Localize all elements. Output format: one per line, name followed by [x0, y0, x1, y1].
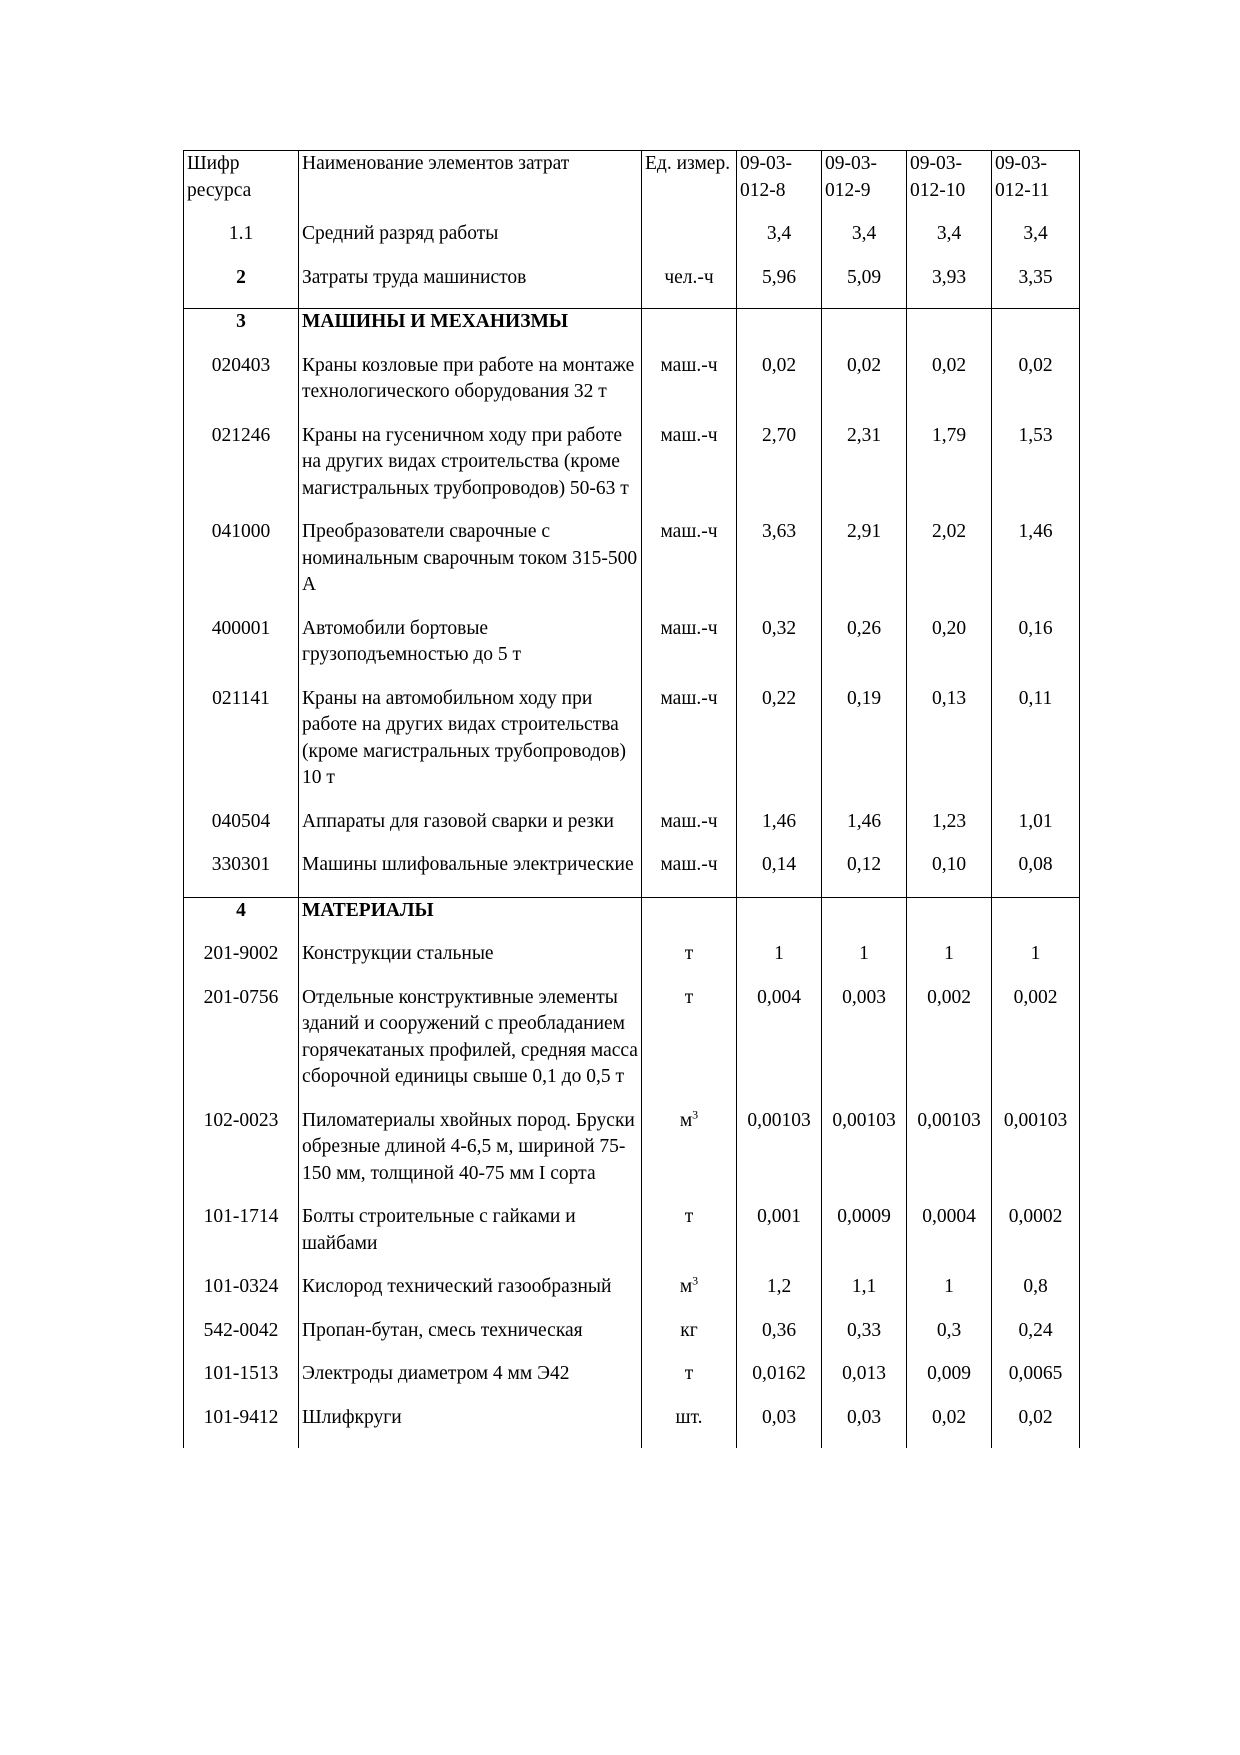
row-value-4: 0,16 [992, 616, 1080, 686]
row-code: 021141 [184, 686, 299, 809]
unit-text: чел.-ч [664, 266, 714, 288]
row-name: Отдельные конструктивные элементы зданий и сооружений с преобладанием горячекатаных профилей, средняя масса сборочной единицы свыше 0,1 до 0,5 т [299, 985, 642, 1108]
row-value-2: 3,4 [822, 221, 907, 265]
unit-text: м [679, 1276, 693, 1297]
row-value-1: 1 [737, 941, 822, 985]
row-unit [642, 221, 737, 265]
row-value-4: 3,4 [992, 221, 1080, 265]
row-value-3: 0,0004 [907, 1204, 992, 1274]
unit-text: маш.-ч [660, 424, 718, 446]
row-name: Пропан-бутан, смесь техническая [299, 1318, 642, 1362]
section-blank-cell [737, 897, 822, 941]
row-value-1: 5,96 [737, 265, 822, 309]
section-title: МАТЕРИАЛЫ [299, 897, 642, 941]
table-row [184, 1274, 1080, 1318]
header-col-1: 09-03-012-8 [737, 151, 822, 222]
row-value-1: 2,70 [737, 423, 822, 520]
table-row [184, 1361, 1080, 1405]
row-unit [642, 423, 737, 520]
unit-text: кг [680, 1319, 698, 1341]
row-value-1: 0,32 [737, 616, 822, 686]
table-row [184, 265, 1080, 309]
unit-superscript: 3 [692, 1107, 699, 1121]
unit-text: маш.-ч [660, 521, 718, 542]
row-value-1: 1,2 [737, 1274, 822, 1318]
row-name: Аппараты для газовой сварки и резки [299, 809, 642, 853]
row-unit [642, 265, 737, 309]
section-header-row [184, 897, 1080, 941]
unit-text: м [679, 1109, 693, 1131]
section-title: МАШИНЫ И МЕХАНИЗМЫ [299, 309, 642, 353]
row-code: 101-1714 [184, 1204, 299, 1274]
row-value-2: 2,31 [822, 423, 907, 520]
row-name: Краны на гусеничном ходу при работе на других видах строительства (кроме магистральных трубопроводов) 50-63 т [299, 423, 642, 520]
row-value-2: 0,03 [822, 1405, 907, 1449]
header-col-2: 09-03-012-9 [822, 151, 907, 222]
row-value-3: 0,13 [907, 686, 992, 809]
row-value-4: 1,46 [992, 519, 1080, 616]
row-unit [642, 852, 737, 897]
row-name: Автомобили бортовые грузоподъемностью до 5 т [299, 616, 642, 686]
unit-text: т [684, 1206, 694, 1227]
row-value-2: 0,26 [822, 616, 907, 686]
row-unit [642, 1361, 737, 1405]
section-blank-cell [992, 309, 1080, 353]
section-header-row [184, 309, 1080, 353]
row-value-4: 0,0002 [992, 1204, 1080, 1274]
row-code: 020403 [184, 353, 299, 423]
row-value-2: 0,02 [822, 353, 907, 423]
row-name: Средний разряд работы [299, 221, 642, 265]
row-value-3: 0,00103 [907, 1108, 992, 1205]
row-code: 400001 [184, 616, 299, 686]
row-value-2: 0,19 [822, 686, 907, 809]
row-name: Преобразователи сварочные с номинальным сварочным током 315-500 А [299, 519, 642, 616]
row-value-4: 1,53 [992, 423, 1080, 520]
row-value-3: 0,002 [907, 985, 992, 1108]
row-value-4: 0,02 [992, 353, 1080, 423]
row-unit [642, 519, 737, 616]
row-value-1: 0,001 [737, 1204, 822, 1274]
section-blank-cell [737, 309, 822, 353]
row-value-4: 0,8 [992, 1274, 1080, 1318]
row-name: Машины шлифовальные электрические [299, 852, 642, 897]
unit-text: т [684, 986, 694, 1008]
row-value-1: 0,03 [737, 1405, 822, 1449]
unit-text: маш.-ч [660, 617, 718, 639]
row-unit [642, 941, 737, 985]
row-value-1: 0,36 [737, 1318, 822, 1362]
row-value-3: 0,009 [907, 1361, 992, 1405]
row-value-4: 0,24 [992, 1318, 1080, 1362]
unit-text: маш.-ч [660, 810, 718, 832]
unit-text: т [684, 943, 694, 964]
row-value-2: 0,0009 [822, 1204, 907, 1274]
table-row [184, 809, 1080, 853]
row-unit [642, 353, 737, 423]
row-unit [642, 1204, 737, 1274]
row-code: 041000 [184, 519, 299, 616]
unit-superscript: 3 [692, 1273, 699, 1288]
row-unit [642, 809, 737, 853]
row-value-1: 3,4 [737, 221, 822, 265]
row-code: 201-0756 [184, 985, 299, 1108]
row-code: 101-0324 [184, 1274, 299, 1318]
row-unit [642, 1274, 737, 1318]
table-row [184, 852, 1080, 897]
section-blank-cell [992, 897, 1080, 941]
row-unit [642, 985, 737, 1108]
row-value-1: 0,14 [737, 852, 822, 897]
unit-text: т [684, 1363, 694, 1384]
row-code: 330301 [184, 852, 299, 897]
row-unit [642, 1405, 737, 1449]
table-row [184, 1405, 1080, 1449]
table-row [184, 1204, 1080, 1274]
row-unit [642, 686, 737, 809]
unit-text: маш.-ч [660, 854, 718, 875]
row-value-3: 0,02 [907, 1405, 992, 1449]
row-value-1: 0,004 [737, 985, 822, 1108]
table-row [184, 941, 1080, 985]
table-row [184, 423, 1080, 520]
header-name: Наименование элементов затрат [299, 151, 642, 222]
table-row [184, 221, 1080, 265]
table-row [184, 985, 1080, 1108]
row-value-2: 0,003 [822, 985, 907, 1108]
row-value-3: 0,3 [907, 1318, 992, 1362]
row-name: Кислород технический газообразный [299, 1274, 642, 1318]
header-col-3: 09-03-012-10 [907, 151, 992, 222]
section-blank-cell [642, 897, 737, 941]
row-value-2: 1,46 [822, 809, 907, 853]
row-value-3: 0,10 [907, 852, 992, 897]
row-value-1: 0,0162 [737, 1361, 822, 1405]
section-blank-cell [907, 897, 992, 941]
row-value-4: 3,35 [992, 265, 1080, 309]
row-value-1: 0,02 [737, 353, 822, 423]
header-col-4: 09-03-012-11 [992, 151, 1080, 222]
table-header-row [184, 151, 1080, 222]
resource-norms-table [183, 150, 1080, 1448]
row-name: Краны на автомобильном ходу при работе на других видах строительства (кроме магистральных трубопроводов) 10 т [299, 686, 642, 809]
row-value-4: 1,01 [992, 809, 1080, 853]
row-value-4: 0,002 [992, 985, 1080, 1108]
row-code: 201-9002 [184, 941, 299, 985]
header-unit: Ед. измер. [642, 151, 737, 222]
row-value-3: 2,02 [907, 519, 992, 616]
row-value-4: 0,00103 [992, 1108, 1080, 1205]
row-name: Шлифкруги [299, 1405, 642, 1449]
row-value-2: 0,33 [822, 1318, 907, 1362]
row-value-1: 3,63 [737, 519, 822, 616]
resource-table-container [183, 150, 1079, 1448]
row-value-3: 1,23 [907, 809, 992, 853]
row-code: 1.1 [184, 221, 299, 265]
row-value-2: 2,91 [822, 519, 907, 616]
row-value-2: 1 [822, 941, 907, 985]
row-value-3: 3,93 [907, 265, 992, 309]
row-code: 101-9412 [184, 1405, 299, 1449]
row-value-4: 0,11 [992, 686, 1080, 809]
row-value-1: 1,46 [737, 809, 822, 853]
row-name: Конструкции стальные [299, 941, 642, 985]
row-unit [642, 1318, 737, 1362]
row-value-1: 0,22 [737, 686, 822, 809]
row-code: 021246 [184, 423, 299, 520]
row-value-3: 1,79 [907, 423, 992, 520]
row-value-4: 0,08 [992, 852, 1080, 897]
row-value-4: 0,02 [992, 1405, 1080, 1449]
section-code: 3 [184, 309, 299, 353]
row-value-2: 0,12 [822, 852, 907, 897]
section-blank-cell [907, 309, 992, 353]
row-value-4: 0,0065 [992, 1361, 1080, 1405]
row-name: Затраты труда машинистов [299, 265, 642, 309]
row-value-3: 3,4 [907, 221, 992, 265]
row-value-3: 0,20 [907, 616, 992, 686]
section-blank-cell [642, 309, 737, 353]
table-row [184, 686, 1080, 809]
row-value-3: 1 [907, 1274, 992, 1318]
table-row [184, 1318, 1080, 1362]
row-name: Электроды диаметром 4 мм Э42 [299, 1361, 642, 1405]
row-name: Пиломатериалы хвойных пород. Бруски обрезные длиной 4-6,5 м, шириной 75-150 мм, толщиной 40-75 мм I сорта [299, 1108, 642, 1205]
table-row [184, 1108, 1080, 1205]
row-value-3: 1 [907, 941, 992, 985]
row-unit [642, 1108, 737, 1205]
section-code: 4 [184, 897, 299, 941]
row-code: 101-1513 [184, 1361, 299, 1405]
row-code: 2 [184, 265, 299, 309]
row-value-2: 1,1 [822, 1274, 907, 1318]
row-code: 542-0042 [184, 1318, 299, 1362]
table-row [184, 519, 1080, 616]
row-value-2: 5,09 [822, 265, 907, 309]
table-row [184, 616, 1080, 686]
section-blank-cell [822, 897, 907, 941]
row-value-2: 0,00103 [822, 1108, 907, 1205]
unit-text: маш.-ч [660, 354, 718, 376]
table-row [184, 353, 1080, 423]
row-value-2: 0,013 [822, 1361, 907, 1405]
row-code: 040504 [184, 809, 299, 853]
row-name: Болты строительные с гайками и шайбами [299, 1204, 642, 1274]
row-value-1: 0,00103 [737, 1108, 822, 1205]
row-unit [642, 616, 737, 686]
section-blank-cell [822, 309, 907, 353]
unit-text: шт. [675, 1406, 703, 1428]
row-value-3: 0,02 [907, 353, 992, 423]
header-code: Шифр ресурса [184, 151, 299, 222]
row-name: Краны козловые при работе на монтаже технологического оборудования 32 т [299, 353, 642, 423]
row-code: 102-0023 [184, 1108, 299, 1205]
unit-text: маш.-ч [660, 687, 718, 709]
row-value-4: 1 [992, 941, 1080, 985]
